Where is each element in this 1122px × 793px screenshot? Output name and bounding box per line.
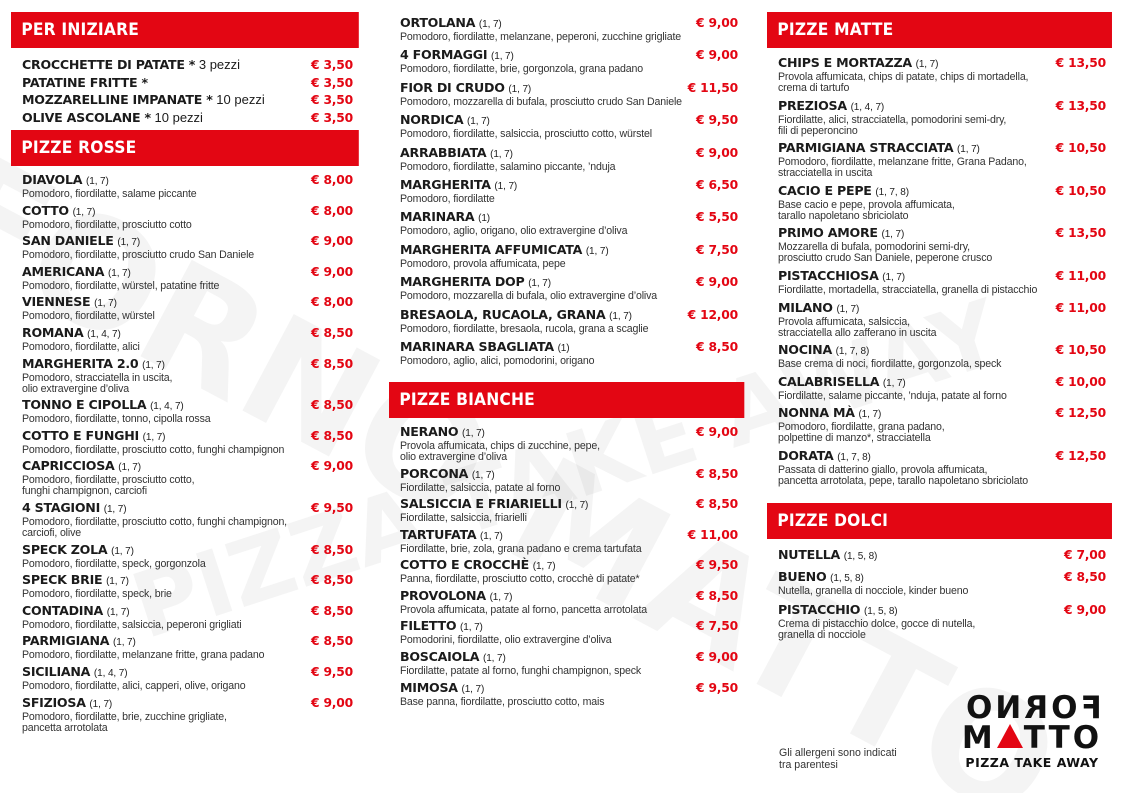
item-allergens: (1, 7) bbox=[460, 622, 483, 634]
menu-item bbox=[22, 501, 353, 539]
item-description: Fiordilatte, patate al forno, funghi champignon, speck bbox=[400, 665, 642, 678]
item-allergens: (1, 7) bbox=[94, 298, 117, 310]
item-allergens: (1, 7) bbox=[471, 469, 495, 481]
menu-item bbox=[22, 173, 353, 200]
item-price: € 9,50 bbox=[311, 500, 353, 515]
starters-list bbox=[11, 48, 359, 130]
item-name: BRESAOLA, RUCAOLA, GRANA bbox=[400, 306, 606, 322]
item-description: Fiordilatte, salsiccia, friarielli bbox=[400, 512, 527, 525]
item-price: € 10,50 bbox=[1055, 343, 1106, 358]
menu-item bbox=[400, 528, 738, 555]
menu-item bbox=[22, 91, 353, 109]
item-name: NUTELLA bbox=[778, 546, 841, 562]
item-description: Pomodoro, mozzarella di bufala, prosciutto crudo San Daniele bbox=[400, 95, 682, 108]
item-allergens: (1, 7) bbox=[103, 503, 127, 515]
item-price: € 9,00 bbox=[311, 459, 353, 474]
item-description: Base panna, fiordilatte, prosciutto cotto, mais bbox=[400, 695, 605, 708]
item-name: ORTOLANA bbox=[400, 15, 476, 30]
item-allergens: (1) bbox=[557, 342, 570, 354]
item-allergens: (1, 7) bbox=[881, 229, 905, 241]
item-name: ARRABBIATA bbox=[400, 144, 487, 160]
menu-item bbox=[22, 265, 353, 292]
logo-forno: FORNO bbox=[962, 690, 1102, 726]
item-description: Pomodoro, fiordilatte, brie, gorgonzola, grana padano bbox=[400, 63, 643, 76]
item-description: Provola affumicata, patate al forno, pancetta arrotolata bbox=[400, 603, 647, 616]
item-price: € 3,50 bbox=[311, 58, 353, 72]
item-description: Fiordilatte, salsiccia, patate al forno bbox=[400, 481, 561, 494]
pizze-rosse-cont-list bbox=[389, 8, 744, 373]
item-description: Pomodoro, fiordilatte, melanzane, peperoni, zucchine grigliate bbox=[400, 31, 682, 43]
item-name: SICILIANA bbox=[22, 663, 91, 679]
item-description: Provola affumicata, salsiccia, stracciatella allo zafferano in uscita bbox=[778, 315, 937, 339]
menu-item bbox=[22, 604, 353, 631]
item-allergens: (1, 4, 7) bbox=[93, 667, 128, 679]
logo-tagline: PIZZA TAKE AWAY bbox=[965, 755, 1099, 770]
item-allergens: (1, 4, 7) bbox=[850, 101, 885, 113]
item-description: Pomodoro, fiordilatte, salsiccia, peperoni grigliati bbox=[22, 618, 242, 631]
menu-item bbox=[22, 357, 353, 395]
menu-item bbox=[22, 295, 353, 322]
item-price: € 9,50 bbox=[696, 558, 738, 573]
item-description: Pomodoro, fiordilatte, speck, brie bbox=[22, 588, 172, 601]
item-description: Pomodoro, fiordilatte, alici, capperi, olive, origano bbox=[22, 679, 246, 692]
menu-item bbox=[22, 74, 353, 92]
menu-item bbox=[400, 589, 738, 616]
item-allergens: (1, 5, 8) bbox=[830, 572, 864, 584]
item-price: € 8,50 bbox=[311, 428, 353, 443]
item-allergens: (1, 7) bbox=[86, 176, 109, 187]
menu-item bbox=[778, 449, 1106, 487]
item-price: € 8,50 bbox=[311, 573, 353, 588]
item-allergens: (1, 7) bbox=[609, 310, 632, 322]
item-qty: 10 pezzi bbox=[154, 109, 203, 125]
logo-matto-tto: TTO bbox=[1023, 720, 1103, 756]
item-name: SPECK ZOLA bbox=[22, 541, 108, 557]
item-allergens: (1, 5, 8) bbox=[843, 550, 878, 562]
menu-item bbox=[22, 234, 353, 261]
item-price: € 11,00 bbox=[1055, 268, 1106, 283]
item-allergens: (1, 7) bbox=[491, 51, 514, 63]
item-allergens: (1, 7, 8) bbox=[875, 186, 909, 198]
menu-item bbox=[400, 650, 738, 677]
item-description: Pomodoro, fiordilatte, prosciutto cotto, funghi champignon bbox=[22, 443, 285, 456]
item-price: € 3,50 bbox=[311, 75, 353, 90]
item-price: € 8,00 bbox=[311, 173, 353, 187]
item-allergens: (1, 7) bbox=[108, 267, 131, 279]
item-price: € 11,50 bbox=[687, 80, 738, 95]
brand-logo bbox=[960, 690, 1104, 770]
section-header-pizze-matte: PIZZE MATTE bbox=[767, 12, 1112, 48]
item-allergens: (1, 7) bbox=[915, 59, 939, 70]
item-description: Mozzarella di bufala, pomodorini semi-dry, prosciutto crudo San Daniele, peperone crusco bbox=[778, 241, 993, 265]
item-name: MARGHERITA DOP bbox=[400, 274, 525, 290]
item-description: Passata di datterino giallo, provola affumicata, pancetta arrotolata, pepe, tarallo napoletano sbriciolato bbox=[778, 463, 1028, 487]
item-description: Provola affumicata, chips di patate, chips di mortadella, crema di tartufo bbox=[778, 71, 1029, 94]
item-description: Pomodoro, fiordilatte, speck, gorgonzola bbox=[22, 557, 206, 570]
item-description: Crema di pistacchio dolce, gocce di nutella, granella di nocciole bbox=[778, 617, 976, 641]
item-name: CONTADINA bbox=[22, 602, 104, 618]
menu-item bbox=[22, 204, 353, 231]
column-right bbox=[767, 12, 1112, 647]
item-description: Pomodoro, stracciatella in uscita, olio extravergine d’oliva bbox=[22, 371, 173, 395]
menu-item bbox=[22, 634, 353, 661]
item-name: FILETTO bbox=[400, 618, 457, 634]
item-description: Nutella, granella di nocciole, kinder bueno bbox=[778, 584, 969, 597]
item-allergens: (1, 7) bbox=[565, 500, 589, 512]
item-description: Pomodoro, fiordilatte, prosciutto crudo San Daniele bbox=[22, 249, 255, 262]
item-name: FIOR DI CRUDO bbox=[400, 79, 505, 95]
item-price: € 8,50 bbox=[696, 339, 738, 354]
menu-item bbox=[400, 210, 738, 237]
item-description: Pomodoro, fiordilatte, prosciutto cotto bbox=[22, 218, 192, 231]
item-name: PARMIGIANA bbox=[22, 633, 110, 649]
menu-item bbox=[400, 340, 738, 367]
item-name: PREZIOSA bbox=[778, 97, 847, 113]
menu-item bbox=[778, 226, 1106, 264]
item-name: MARGHERITA bbox=[400, 176, 491, 192]
item-name: PROVOLONA bbox=[400, 587, 486, 603]
menu-item bbox=[400, 425, 738, 463]
item-description: Pomodoro, fiordilatte, bresaola, rucola, grana a scaglie bbox=[400, 322, 649, 335]
item-allergens: (1, 7) bbox=[482, 653, 506, 665]
item-price: € 9,00 bbox=[696, 145, 738, 160]
item-allergens: (1, 7) bbox=[89, 698, 113, 710]
item-description: Pomodoro, fiordilatte bbox=[400, 192, 495, 205]
item-price: € 8,50 bbox=[311, 603, 353, 618]
item-price: € 11,00 bbox=[687, 527, 738, 542]
menu-item bbox=[778, 184, 1106, 222]
item-name: SFIZIOSA bbox=[22, 694, 86, 710]
item-description: Pomodoro, provola affumicata, pepe bbox=[400, 257, 566, 270]
item-description: Base crema di noci, fiordilatte, gorgonzola, speck bbox=[778, 358, 1002, 371]
item-allergens: (1, 4, 7) bbox=[150, 401, 184, 413]
section-header-pizze-bianche: PIZZE BIANCHE bbox=[389, 382, 744, 418]
item-price: € 10,00 bbox=[1055, 374, 1106, 389]
item-allergens: (1, 7) bbox=[106, 576, 129, 588]
item-name: PATATINE FRITTE * bbox=[22, 74, 148, 90]
section-header-pizze-rosse: PIZZE ROSSE bbox=[11, 130, 359, 166]
item-price: € 9,00 bbox=[696, 424, 738, 439]
item-price: € 7,00 bbox=[1064, 547, 1106, 562]
item-price: € 10,50 bbox=[1055, 141, 1106, 156]
pizze-matte-list bbox=[767, 48, 1112, 493]
item-allergens: (1) bbox=[478, 213, 491, 225]
item-allergens: (1, 7) bbox=[480, 530, 503, 542]
menu-item bbox=[22, 398, 353, 425]
item-name: PISTACCHIOSA bbox=[778, 267, 879, 283]
item-price: € 8,00 bbox=[311, 203, 353, 218]
item-name: DIAVOLA bbox=[22, 172, 83, 187]
item-name: DORATA bbox=[778, 447, 834, 463]
item-allergens: (1, 7) bbox=[111, 545, 134, 557]
item-allergens: (1, 7) bbox=[882, 377, 906, 389]
item-description: Pomodoro, fiordilatte, melanzane fritte, grana padano bbox=[22, 649, 265, 662]
item-description: Pomodoro, fiordilatte, würstel, patatine fritte bbox=[22, 279, 220, 292]
item-allergens: (1, 7) bbox=[467, 116, 490, 128]
item-price: € 13,50 bbox=[1055, 98, 1106, 113]
menu-item bbox=[400, 275, 738, 302]
item-price: € 8,50 bbox=[696, 497, 738, 512]
item-price: € 5,50 bbox=[696, 210, 738, 225]
item-allergens: (1, 5, 8) bbox=[863, 605, 898, 617]
menu-item bbox=[778, 570, 1106, 597]
item-name: BOSCAIOLA bbox=[400, 649, 480, 665]
item-name: COTTO bbox=[22, 202, 69, 218]
item-name: PRIMO AMORE bbox=[778, 225, 878, 241]
item-description: Pomodoro, mozzarella di bufala, olio extravergine d’oliva bbox=[400, 290, 658, 303]
item-description: Pomodoro, fiordilatte, salame piccante bbox=[22, 188, 197, 200]
menu-item bbox=[22, 429, 353, 456]
allergen-note: Gli allergeni sono indicati tra parentesi bbox=[779, 747, 897, 771]
item-name: NERANO bbox=[400, 423, 459, 439]
item-price: € 13,50 bbox=[1055, 56, 1106, 70]
item-price: € 9,00 bbox=[696, 16, 738, 30]
item-name: SAN DANIELE bbox=[22, 233, 114, 249]
item-allergens: (1, 7) bbox=[462, 427, 485, 439]
menu-item bbox=[778, 406, 1106, 444]
item-name: SALSICCIA E FRIARIELLI bbox=[400, 496, 562, 512]
logo-matto-m: M bbox=[961, 720, 996, 756]
menu-item bbox=[400, 16, 738, 43]
item-description: Provola affumicata, chips di zucchine, pepe, olio extravergine d’oliva bbox=[400, 439, 600, 463]
menu-item bbox=[400, 178, 738, 205]
menu-item bbox=[22, 326, 353, 353]
item-description: Fiordilatte, brie, zola, grana padano e crema tartufata bbox=[400, 542, 642, 555]
item-description: Panna, fiordilatte, prosciutto cotto, crocchè di patate* bbox=[400, 573, 640, 586]
item-description: Pomodoro, fiordilatte, melanzane fritte, Grana Padano, stracciatella in uscita bbox=[778, 156, 1027, 180]
item-allergens: (1, 7) bbox=[72, 206, 96, 218]
item-name: NORDICA bbox=[400, 112, 464, 128]
menu-item bbox=[22, 56, 353, 74]
menu-item bbox=[778, 141, 1106, 179]
item-allergens: (1, 4, 7) bbox=[87, 328, 121, 340]
item-description: Base cacio e pepe, provola affumicata, tarallo napoletano sbriciolato bbox=[778, 198, 955, 222]
item-name: MARINARA SBAGLIATA bbox=[400, 338, 554, 354]
item-price: € 8,50 bbox=[311, 634, 353, 649]
item-price: € 9,00 bbox=[311, 264, 353, 279]
item-name: PARMIGIANA STRACCIATA bbox=[778, 140, 954, 156]
item-allergens: (1, 7) bbox=[489, 591, 513, 603]
menu-item bbox=[400, 81, 738, 108]
menu-item bbox=[778, 269, 1106, 296]
item-price: € 8,00 bbox=[311, 295, 353, 310]
item-price: € 3,50 bbox=[311, 93, 353, 107]
item-description: Pomodoro, fiordilatte, alici bbox=[22, 340, 140, 353]
item-name: CROCCHETTE DI PATATE * bbox=[22, 57, 196, 72]
item-allergens: (1, 7) bbox=[113, 637, 136, 649]
item-price: € 3,50 bbox=[311, 110, 353, 125]
item-price: € 13,50 bbox=[1055, 226, 1106, 241]
menu-item bbox=[778, 375, 1106, 402]
item-price: € 8,50 bbox=[311, 398, 353, 413]
item-qty: 3 pezzi bbox=[198, 57, 241, 72]
item-price: € 11,00 bbox=[1055, 300, 1106, 315]
item-price: € 9,00 bbox=[311, 234, 353, 249]
item-qty: 10 pezzi bbox=[216, 92, 265, 107]
item-price: € 8,50 bbox=[696, 466, 738, 481]
item-price: € 12,50 bbox=[1055, 448, 1106, 463]
item-name: CACIO E PEPE bbox=[778, 182, 872, 198]
item-name: COTTO E CROCCHÈ bbox=[400, 557, 530, 573]
item-description: Pomodoro, fiordilatte, würstel bbox=[22, 310, 155, 323]
menu-item bbox=[400, 681, 738, 708]
menu-item bbox=[778, 56, 1106, 94]
menu-item bbox=[22, 459, 353, 497]
item-price: € 9,00 bbox=[696, 275, 738, 290]
item-name: MARGHERITA 2.0 bbox=[22, 355, 139, 371]
item-name: MARGHERITA AFFUMICATA bbox=[400, 241, 583, 257]
column-middle bbox=[389, 12, 744, 714]
item-price: € 8,50 bbox=[311, 542, 353, 557]
item-name: SPECK BRIE bbox=[22, 572, 103, 588]
item-description: Pomodoro, aglio, origano, olio extravergine d’oliva bbox=[400, 225, 628, 238]
item-price: € 9,50 bbox=[696, 113, 738, 128]
item-price: € 12,50 bbox=[1055, 406, 1106, 421]
menu-item bbox=[400, 243, 738, 270]
item-allergens: (1, 7) bbox=[461, 683, 485, 695]
item-description: Pomodoro, fiordilatte, prosciutto cotto, funghi champignon, carciofi, olive bbox=[22, 515, 287, 539]
item-price: € 9,50 bbox=[311, 664, 353, 679]
item-allergens: (1, 7) bbox=[858, 409, 882, 421]
menu-item bbox=[778, 343, 1106, 370]
item-price: € 9,00 bbox=[696, 650, 738, 665]
item-price: € 8,50 bbox=[696, 588, 738, 603]
item-price: € 8,50 bbox=[1064, 569, 1106, 584]
item-allergens: (1, 7) bbox=[508, 83, 532, 95]
column-left bbox=[11, 12, 359, 740]
menu-item bbox=[400, 497, 738, 524]
item-description: Pomodoro, fiordilatte, prosciutto cotto, funghi champignon, carciofi bbox=[22, 474, 195, 498]
menu-item bbox=[400, 48, 738, 75]
item-name: MOZZARELLINE IMPANATE * bbox=[22, 92, 213, 107]
item-price: € 12,00 bbox=[687, 307, 738, 322]
menu-item bbox=[400, 619, 738, 646]
item-description: Fiordilatte, alici, stracciatella, pomodorini semi-dry, fili di peperoncino bbox=[778, 113, 1007, 137]
item-price: € 10,50 bbox=[1055, 183, 1106, 198]
item-description: Pomodoro, fiordilatte, brie, zucchine grigliate, pancetta arrotolata bbox=[22, 710, 227, 734]
item-name: 4 FORMAGGI bbox=[400, 47, 488, 63]
item-name: VIENNESE bbox=[22, 294, 91, 310]
item-price: € 9,50 bbox=[696, 680, 738, 695]
menu-item bbox=[778, 603, 1106, 641]
section-header-starters: PER INIZIARE bbox=[11, 12, 359, 48]
menu-item bbox=[778, 99, 1106, 137]
item-name: 4 STAGIONI bbox=[22, 499, 101, 515]
item-allergens: (1, 7) bbox=[117, 237, 141, 249]
menu-item bbox=[778, 301, 1106, 339]
menu-item bbox=[400, 146, 738, 173]
item-name: CALABRISELLA bbox=[778, 373, 880, 389]
item-name: CAPRICCIOSA bbox=[22, 458, 115, 474]
section-header-pizze-dolci: PIZZE DOLCI bbox=[767, 503, 1112, 539]
menu-item bbox=[400, 467, 738, 494]
item-name: PORCONA bbox=[400, 465, 469, 481]
pizza-slice-icon bbox=[997, 724, 1023, 748]
item-description: Pomodoro, fiordilatte, grana padano, polpettine di manzo*, stracciatella bbox=[778, 421, 945, 445]
item-name: ROMANA bbox=[22, 324, 84, 340]
menu-item bbox=[400, 558, 738, 585]
item-name: TONNO E CIPOLLA bbox=[22, 397, 147, 413]
item-name: TARTUFATA bbox=[400, 526, 477, 542]
pizze-rosse-list bbox=[11, 166, 359, 740]
item-description: Pomodoro, fiordilatte, tonno, cipolla rossa bbox=[22, 413, 211, 426]
item-description: Pomodoro, aglio, alici, pomodorini, origano bbox=[400, 354, 595, 367]
menu-item bbox=[22, 696, 353, 734]
item-price: € 8,50 bbox=[311, 325, 353, 340]
item-description: Pomodoro, fiordilatte, salamino piccante, ’nduja bbox=[400, 160, 616, 173]
item-description: Fiordilatte, salame piccante, ’nduja, patate al forno bbox=[778, 389, 1007, 402]
item-name: AMERICANA bbox=[22, 263, 105, 279]
item-price: € 9,00 bbox=[696, 48, 738, 63]
item-description: Fiordilatte, mortadella, stracciatella, granella di pistacchio bbox=[778, 283, 1038, 296]
menu-item bbox=[22, 109, 353, 127]
item-allergens: (1, 7, 8) bbox=[835, 346, 870, 358]
item-description: Pomodorini, fiordilatte, olio extravergine d’oliva bbox=[400, 634, 612, 647]
item-name: MARINARA bbox=[400, 209, 475, 225]
item-allergens: (1, 7) bbox=[490, 148, 513, 160]
item-allergens: (1, 7) bbox=[106, 606, 130, 618]
menu-item bbox=[778, 548, 1106, 564]
item-allergens: (1, 7) bbox=[118, 462, 141, 474]
item-price: € 6,50 bbox=[696, 177, 738, 192]
item-allergens: (1, 7, 8) bbox=[837, 451, 871, 463]
item-price: € 9,00 bbox=[1064, 602, 1106, 617]
item-allergens: (1, 7) bbox=[585, 245, 609, 257]
item-name: BUENO bbox=[778, 568, 827, 584]
item-description: Pomodoro, fiordilatte, salsiccia, prosciutto cotto, würstel bbox=[400, 128, 652, 141]
menu-item bbox=[22, 573, 353, 600]
item-name: MIMOSA bbox=[400, 679, 458, 695]
menu-item bbox=[22, 665, 353, 692]
item-allergens: (1, 7) bbox=[532, 561, 556, 573]
item-allergens: (1, 7) bbox=[142, 359, 165, 371]
item-allergens: (1, 7) bbox=[957, 144, 980, 156]
item-price: € 7,50 bbox=[696, 619, 738, 634]
logo-matto bbox=[961, 720, 1103, 756]
menu-item bbox=[22, 543, 353, 570]
item-name: OLIVE ASCOLANE * bbox=[22, 109, 151, 125]
item-price: € 7,50 bbox=[696, 242, 738, 257]
item-price: € 8,50 bbox=[311, 356, 353, 371]
pizze-dolci-list bbox=[767, 539, 1112, 647]
item-allergens: (1, 7) bbox=[494, 180, 518, 192]
menu-item bbox=[400, 113, 738, 140]
item-allergens: (1, 7) bbox=[836, 303, 860, 315]
item-price: € 9,00 bbox=[311, 695, 353, 710]
item-allergens: (1, 7) bbox=[882, 271, 906, 283]
menu-item bbox=[400, 308, 738, 335]
item-name: MILANO bbox=[778, 299, 833, 315]
item-allergens: (1, 7) bbox=[478, 19, 502, 30]
item-allergens: (1, 7) bbox=[528, 278, 551, 290]
item-name: PISTACCHIO bbox=[778, 601, 861, 617]
item-name: NOCINA bbox=[778, 342, 832, 358]
pizze-bianche-list bbox=[389, 418, 744, 714]
item-name: COTTO E FUNGHI bbox=[22, 427, 139, 443]
item-name: CHIPS E MORTAZZA bbox=[778, 55, 912, 70]
item-allergens: (1, 7) bbox=[142, 431, 166, 443]
item-name: NONNA MÀ bbox=[778, 405, 855, 421]
